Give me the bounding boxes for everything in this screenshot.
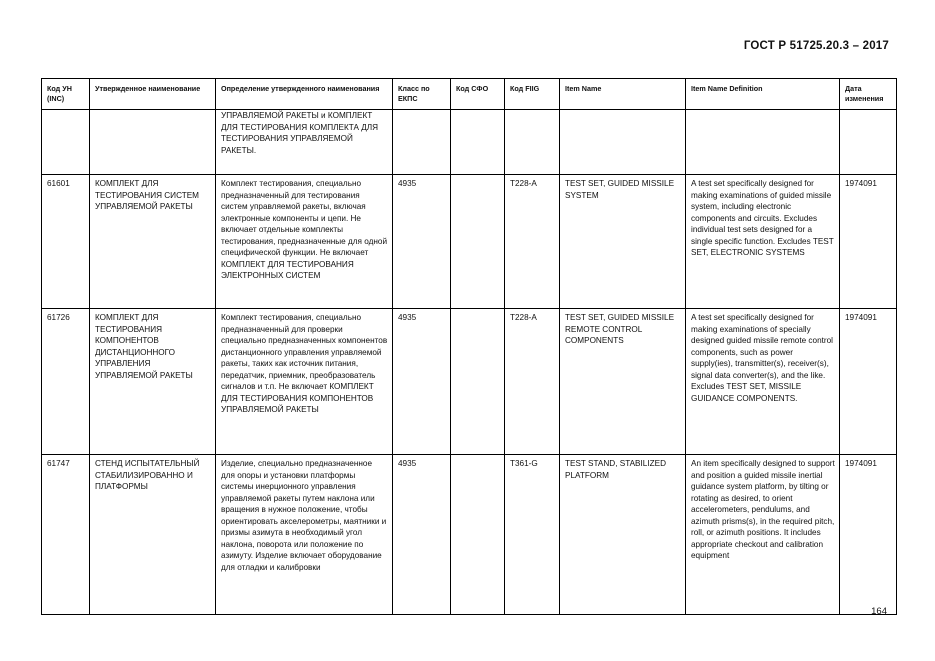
cell-definition: Комплект тестирования, специально предназначенный для проверки специально предназначенных компонентов дистанционного управления управляемой ракеты, таких как источник питания, передатчик, приемник, преобразователь сигналов и т.п. Не включает КОМПЛЕКТ ДЛЯ ТЕСТИРОВАНИЯ КОМПОНЕНТОВ УПРАВЛЯЕМОЙ РАКЕТЫ [216, 309, 393, 455]
cell-approved-name [90, 110, 216, 175]
col-header-date: Дата изменения [840, 79, 897, 110]
cell-sfo [451, 455, 505, 615]
cell-sfo [451, 110, 505, 175]
col-header-class: Класс по ЕКПС [393, 79, 451, 110]
cell-sfo [451, 175, 505, 309]
cell-item-name: TEST STAND, STABILIZED PLATFORM [560, 455, 686, 615]
cell-item-name: TEST SET, GUIDED MISSILE REMOTE CONTROL COMPONENTS [560, 309, 686, 455]
cell-inc: 61747 [42, 455, 90, 615]
cell-inc: 61726 [42, 309, 90, 455]
cell-definition: Изделие, специально предназначенное для опоры и установки платформы системы инерционного управления управляемой ракеты путем наклона или вращения в нужное положение, чтобы ориентировать акселерометры, маятники и призмы азимута в необходимый угол наклона, поворота или положение по азимуту. Изделие включает оборудование для отладки и калибровки [216, 455, 393, 615]
table-row [42, 309, 897, 455]
cell-fiig [505, 110, 560, 175]
cell-class [393, 110, 451, 175]
col-header-item-name: Item Name [560, 79, 686, 110]
cell-item-definition [686, 110, 840, 175]
table-row [42, 110, 897, 175]
cell-class: 4935 [393, 175, 451, 309]
cell-inc: 61601 [42, 175, 90, 309]
cell-date [840, 110, 897, 175]
cell-fiig: T228-A [505, 175, 560, 309]
cell-class: 4935 [393, 455, 451, 615]
cell-date: 1974091 [840, 175, 897, 309]
cell-approved-name: СТЕНД ИСПЫТАТЕЛЬНЫЙ СТАБИЛИЗИРОВАННО И ПЛАТФОРМЫ [90, 455, 216, 615]
table-header-row [42, 79, 897, 110]
cell-approved-name: КОМПЛЕКТ ДЛЯ ТЕСТИРОВАНИЯ КОМПОНЕНТОВ ДИСТАНЦИОННОГО УПРАВЛЕНИЯ УПРАВЛЯЕМОЙ РАКЕТЫ [90, 309, 216, 455]
table-row [42, 455, 897, 615]
cell-item-name [560, 110, 686, 175]
cell-inc [42, 110, 90, 175]
cell-item-definition: A test set specifically designed for making examinations of specially designed guided missile remote control components, such as power supply(ies), transmitter(s), receiver(s), signal data converter(s), and the like. Excludes TEST SET, MISSILE GUIDANCE COMPONENTS. [686, 309, 840, 455]
col-header-inc: Код УН (INC) [42, 79, 90, 110]
cell-sfo [451, 309, 505, 455]
col-header-approved-name: Утвержденное наименование [90, 79, 216, 110]
cell-class: 4935 [393, 309, 451, 455]
cell-date: 1974091 [840, 455, 897, 615]
document-standard-code: ГОСТ Р 51725.20.3 – 2017 [743, 40, 889, 52]
page-number: 164 [871, 606, 887, 617]
cell-fiig: T228-A [505, 309, 560, 455]
cell-item-definition: A test set specifically designed for making examinations of guided missile system, including electronic components and circuits. Excludes individual test sets designed for a single specific function. Excludes TEST SET, ELECTRONIC SYSTEMS [686, 175, 840, 309]
cell-approved-name: КОМПЛЕКТ ДЛЯ ТЕСТИРОВАНИЯ СИСТЕМ УПРАВЛЯЕМОЙ РАКЕТЫ [90, 175, 216, 309]
cell-item-definition: An item specifically designed to support and position a guided missile inertial guidance system platform, by tilting or rotating as desired, to orient accelerometers, pendulums, and azimuth prisms(s), in the required pitch, roll, or azimuth positions. It includes appropriate checkout and calibration equipment [686, 455, 840, 615]
cell-definition: УПРАВЛЯЕМОЙ РАКЕТЫ и КОМПЛЕКТ ДЛЯ ТЕСТИРОВАНИЯ КОМПЛЕКТА ДЛЯ ТЕСТИРОВАНИЯ УПРАВЛЯЕМОЙ РАКЕТЫ. [216, 110, 393, 175]
cell-date: 1974091 [840, 309, 897, 455]
cell-fiig: T361-G [505, 455, 560, 615]
col-header-fiig: Код FIIG [505, 79, 560, 110]
col-header-item-definition: Item Name Definition [686, 79, 840, 110]
col-header-definition: Определение утвержденного наименования [216, 79, 393, 110]
col-header-sfo: Код СФО [451, 79, 505, 110]
nomenclature-table [41, 78, 897, 615]
cell-item-name: TEST SET, GUIDED MISSILE SYSTEM [560, 175, 686, 309]
table-row [42, 175, 897, 309]
cell-definition: Комплект тестирования, специально предназначенный для тестирования систем управляемой ракеты, включая электронные компоненты и цепи. Не включает отдельные комплекты тестирования, предназначенные для одной специфической функции. Не включает КОМПЛЕКТ ДЛЯ ТЕСТИРОВАНИЯ ЭЛЕКТРОННЫХ СИСТЕМ [216, 175, 393, 309]
